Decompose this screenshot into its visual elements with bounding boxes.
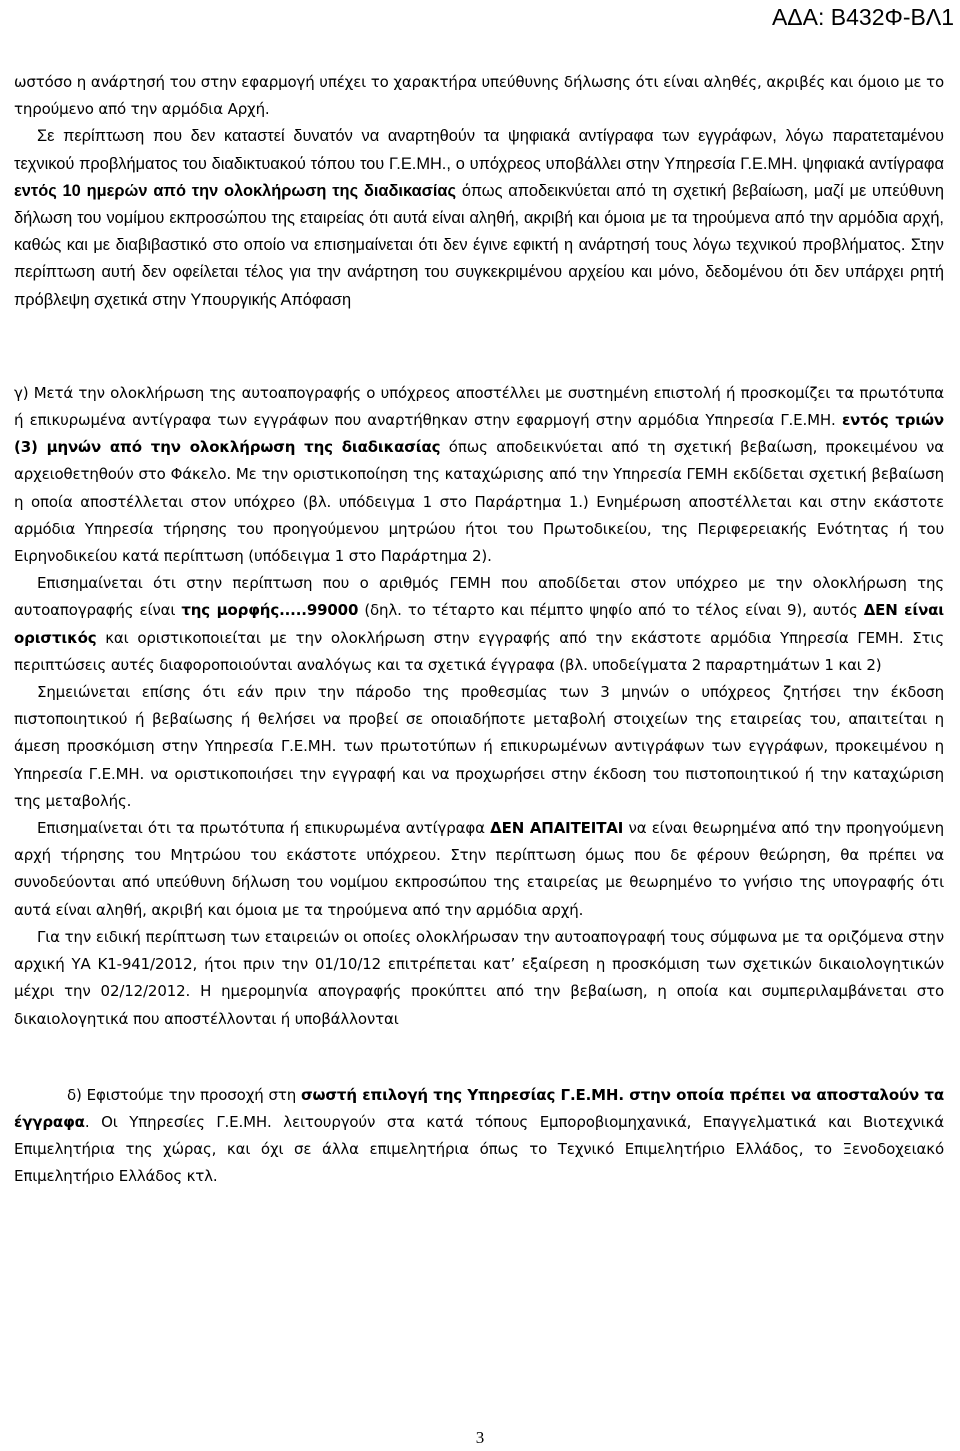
paragraph-special-case: Για την ειδική περίπτωση των εταιρειών οι οποίες ολοκλήρωσαν την αυτοαπογραφή τους σύμφωνα με τα οριζόμενα στην αρχική ΥΑ Κ1-941/2012, ήτοι πριν την 01/10/12 επιτρέπεται κατ’ εξαίρεση η προσκόμιση των σχετικών δικαιολογητικών μέχρι την 02/12/2012. Η ημερομηνία απογραφής προκύπτει από την βεβαίωση, η οποία και συμπεριλαμβάνεται στο δικαιολογητικά που αποστέλλονται ή υποβάλλονται: [14, 927, 944, 1028]
paragraph-text: ψηφιακά αντίγραφα: [797, 154, 944, 173]
paragraph-section-d: [14, 1082, 944, 1191]
paragraph-text: και οριστικοποιείται με την ολοκλήρωση στην εγγραφής από την εκάστοτε αρμόδια Υπηρεσία ΓΕΜΗ. Στις περιπτώσεις αυτές διαφοροποιούνται αναλόγως και τα σχετικά έγγραφα (βλ. υποδείγματα 2 παραρτημάτων 1 και 2): [14, 628, 944, 674]
document-body: [14, 69, 944, 1191]
emphasis-text: της μορφής.....99000: [181, 601, 359, 620]
paragraph-gemh-number: [14, 570, 944, 679]
paragraph-text: να είναι θεωρημένα από την προηγούμενη αρχή τήρησης του Μητρώου του εκάστοτε υπόχρεου. Στην περίπτωση όμως που δε φέρουν θεώρηση, θα πρέπει να συνοδεύονται από υπεύθυνη δήλωση του νομίμου εκπροσώπου της εταιρείας με θεωρημένο το γνήσιο της υπογραφής ότι αυτά είναι αληθή, ακριβή και όμοια με τα τηρούμενα από την αρμόδια αρχή.: [14, 819, 944, 919]
paragraph-text: Σε περίπτωση που δεν καταστεί δυνατόν να αναρτηθούν τα ψηφιακά αντίγραφα των εγγράφων, λόγω παρατεταμένου τεχνικού προβλήματος του διαδικτυακού τόπου του Γ.Ε.ΜΗ., ο υπόχρεος υποβάλλει στην Υπηρεσία Γ.Ε.ΜΗ.: [14, 127, 944, 173]
spacer: [14, 1033, 944, 1082]
paragraph-technical-problem: [14, 123, 944, 313]
paragraph-section-c: [14, 380, 944, 570]
paragraph-text: . Οι Υπηρεσίες Γ.Ε.ΜΗ. λειτουργούν στα κατά τόπους Εμποροβιομηχανικά, Επαγγελματικά και Βιοτεχνικά Επιμελητήρια της χώρας, και όχι σε άλλα επιμελητήρια όπως το Τεχνικό Επιμελητήριο Ελλάδος, το Ξενοδοχειακό Επιμελητήριο Ελλάδος κτλ.: [14, 1112, 944, 1186]
emphasis-text: εντός 10 ημερών από την ολοκλήρωση της διαδικασίας: [14, 181, 457, 200]
spacer: [14, 314, 944, 380]
page-number: 3: [475, 1428, 485, 1447]
paragraph-text: Επισημαίνεται ότι τα πρωτότυπα ή επικυρωμένα αντίγραφα: [37, 819, 491, 838]
emphasis-text: σωστή επιλογή της Υπηρεσίας Γ.Ε.ΜΗ. στην οποία πρέπει να αποσταλούν τα έγγραφα: [14, 1085, 944, 1131]
ada-code: ΑΔΑ: Β432Φ-ΒΛ1: [771, 4, 954, 30]
emphasis-text: ΔΕΝ είναι οριστικός: [14, 601, 944, 647]
paragraph-text: γ) Μετά την ολοκλήρωση της αυτοαπογραφής ο υπόχρεος αποστέλλει με συστημένη επιστολή ή προσκομίζει τα πρωτότυπα ή επικυρωμένα αντίγραφα των εγγράφων που αναρτήθηκαν στην εφαρμογή στην αρμόδια Υπηρεσία Γ.Ε.ΜΗ.: [14, 383, 944, 430]
paragraph-text: δ) Εφιστούμε την προσοχή στη: [67, 1085, 301, 1104]
paragraph-deadline-note: Σημειώνεται επίσης ότι εάν πριν την πάροδο της προθεσμίας των 3 μηνών ο υπόχρεος ζητήσει την έκδοση πιστοποιητικού ή βεβαίωσης ή θελήσει να προβεί σε οποιαδήποτε μεταβολή στοιχείων της εταιρείας του, απαιτείται η άμεση προσκόμιση στην Υπηρεσία Γ.Ε.ΜΗ. των πρωτοτύπων ή επικυρωμένων αντιγράφων των εγγράφων, προκειμένου η Υπηρεσία Γ.Ε.ΜΗ. να οριστικοποιήσει την εγγραφή και να προχωρήσει στην έκδοση του πιστοποιητικού ή την καταχώριση της μεταβολής.: [14, 683, 944, 810]
paragraph-text: (δηλ. το τέταρτο και πέμπτο ψηφίο από το τέλος είναι 9), αυτός: [358, 601, 864, 620]
paragraph-text: όπως αποδεικνύεται από τη σχετική βεβαίωση, μαζί με υπεύθυνη δήλωση του νομίμου εκπροσώπου της εταιρείας ότι αυτά είναι αληθή, ακριβή και όμοια με τα τηρούμενα από την αρμόδια αρχή, καθώς και με διαβιβαστικό στο οποίο να επισημαίνεται ότι δεν έγινε εφικτή η ανάρτησή τους λόγω τεχνικού προβλήματος. Στην περίπτωση αυτή δεν οφείλεται τέλος για την ανάρτηση του συγκεκριμένου αρχείου και μόνο, δεδομένου ότι δεν υπάρχει ρητή πρόβλεψη σχετικά στην Υπουργικής Απόφαση: [14, 181, 944, 309]
emphasis-text: εντός τριών (3) μηνών από την ολοκλήρωση της διαδικασίας: [14, 411, 944, 457]
paragraph-originals: [14, 815, 944, 924]
emphasis-text: ΔΕΝ ΑΠΑΙΤΕΙΤΑΙ: [490, 819, 624, 838]
paragraph-text: Επισημαίνεται ότι στην περίπτωση που ο αριθμός ΓΕΜΗ που αποδίδεται στον υπόχρεο με την ολοκλήρωση της αυτοαπογραφής είναι: [14, 574, 944, 620]
paragraph-continuation: ωστόσο η ανάρτησή του στην εφαρμογή υπέχει το χαρακτήρα υπεύθυνης δήλωσης ότι είναι αληθές, ακριβές και όμοιο με το τηρούμενο από την αρμόδια Αρχή.: [14, 73, 944, 119]
paragraph-text: όπως αποδεικνύεται από τη σχετική βεβαίωση, προκειμένου να αρχειοθετηθούν στο Φάκελο. Με την οριστικοποίηση της καταχώρισης από την Υπηρεσία ΓΕΜΗ εκδίδεται σχετική βεβαίωση η οποία αποστέλλεται στον υπόχρεο (βλ. υπόδειγμα 1 στο Παράρτημα 1.) Ενημέρωση αποστέλλεται και στην εκάστοτε αρμόδια Υπηρεσία τήρησης του προηγούμενου μητρώου ήτοι του Πρωτοδικείου, της Περιφερειακής Ενότητας ή του Ειρηνοδικείου κατά περίπτωση (υπόδειγμα 1 στο Παράρτημα 2).: [14, 438, 944, 566]
